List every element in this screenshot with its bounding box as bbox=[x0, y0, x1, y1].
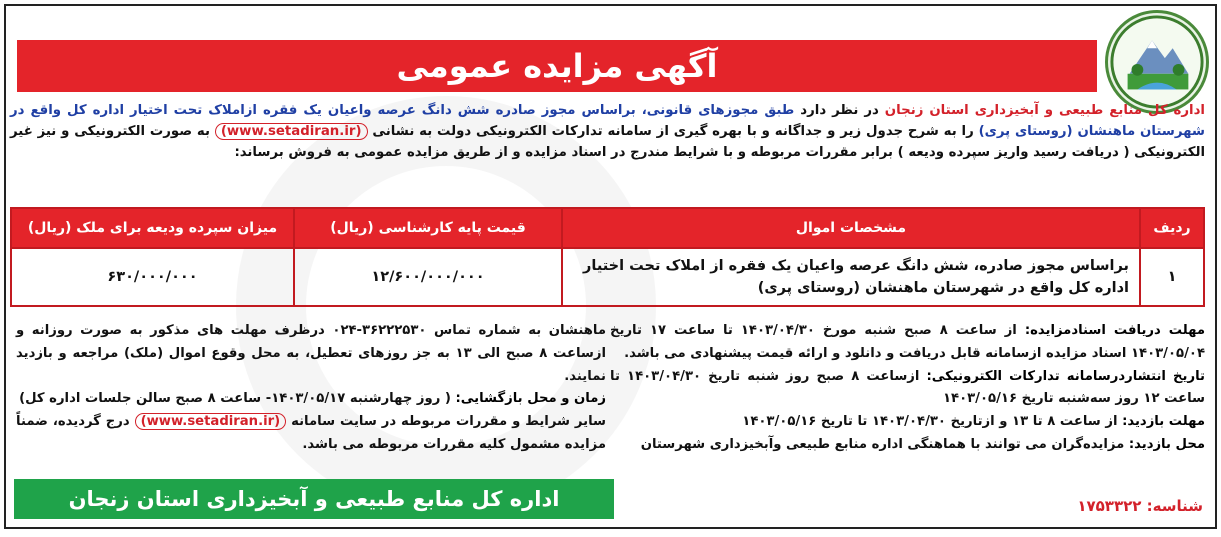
publish-date-text: ازساعت ۸ صبح روز شنبه تاریخ ۱۴۰۳/۰۴/۳۰ تا ساعت ۱۲ روز سه‌شنبه تاریخ ۱۴۰۳/۰۵/۱۶ bbox=[610, 368, 1205, 407]
docs-deadline-label: مهلت دریافت اسنادمزایده: bbox=[1024, 323, 1205, 338]
docs-deadline bbox=[610, 320, 1205, 366]
terms-website-link[interactable]: (www.setadiran.ir) bbox=[135, 413, 287, 430]
intro-text-1: در نظر دارد bbox=[794, 103, 885, 118]
intro-website-link[interactable]: (www.setadiran.ir) bbox=[215, 123, 368, 140]
terms-text-2: درج گردیده، ضمناً مزایده مشمول کلیه مقررات مربوطه می باشد. bbox=[16, 414, 606, 452]
header-deposit: میزان سپرده ودیعه برای ملک (ریال) bbox=[11, 208, 294, 248]
footer-banner bbox=[14, 479, 614, 519]
visit-deadline bbox=[610, 411, 1205, 434]
organization-logo bbox=[1105, 10, 1209, 114]
contact-paragraph: ماهنشان به شماره تماس ۳۶۲۲۲۵۳۰-۰۲۴ درظرف مهلت های مذکور به صورت روزانه و ازساعت ۸ صبح الی ۱۳ به جز روزهای تعطیل، به محل وقوع اموال (ملک) مراجعه و بازدید نمایند. bbox=[16, 323, 607, 384]
intro-organization: اداره کل منابع طبیعی و آبخیزداری استان زنجان bbox=[884, 103, 1205, 118]
ad-id: شناسه: ۱۷۵۳۳۲۲ bbox=[1077, 497, 1203, 515]
publish-date bbox=[610, 366, 1205, 412]
page-title: آگهی مزایده عمومی bbox=[396, 47, 718, 85]
row-base-price: ۱۲/۶۰۰/۰۰۰/۰۰۰ bbox=[294, 248, 562, 306]
auction-items-table bbox=[10, 207, 1205, 307]
row-description: براساس مجوز صادره، شش دانگ عرصه واعیان یک فقره از املاک تحت اختیار اداره کل واقع در شهرستان ماهنشان (روستای پری) bbox=[562, 248, 1140, 306]
terms-text-1: سایر شرایط و مقررات مربوطه در سایت سامانه bbox=[286, 414, 606, 430]
table-row bbox=[11, 248, 1204, 306]
header-index: ردیف bbox=[1140, 208, 1204, 248]
table-header-row bbox=[11, 208, 1204, 248]
visit-place bbox=[610, 434, 1205, 457]
intro-text-2: را به شرح جدول زیر و جداگانه و با بهره گیری از سامانه تدارکات الکترونیکی دولت به نشانی bbox=[367, 124, 979, 139]
intro-permit-text: طبق مجوزهای قانونی، براساس مجوز صادره شش دانگ عرصه واعیان یک فقره ازاملاک تحت اختیار اداره کل واقع در شهرستان ماهنشان (روستای پری) bbox=[10, 103, 1205, 139]
opening-info bbox=[16, 388, 606, 411]
details-left-column bbox=[16, 320, 606, 457]
visit-place-label: محل بازدید: bbox=[1128, 436, 1205, 452]
announcement-page bbox=[4, 4, 1217, 529]
title-banner bbox=[17, 40, 1097, 92]
intro-paragraph bbox=[10, 100, 1205, 163]
opening-text: ( روز چهارشنبه ۱۴۰۳/۰۵/۱۷- ساعت ۸ صبح سالن جلسات اداره کل) bbox=[19, 391, 456, 407]
visit-deadline-text: از ساعت ۸ تا ۱۳ و ازتاریخ ۱۴۰۳/۰۴/۳۰ تا تاریخ ۱۴۰۳/۰۵/۱۶ bbox=[742, 414, 1123, 430]
intro-text-3: به صورت الکترونیکی و نیز غیر الکترونیکی ( دریافت رسید واریز سپرده ودیعه ) برابر مقررات مربوطه و با شرایط مندرج در اسناد مزایده و از طریق مزایده عمومی به فروش برساند: bbox=[10, 124, 1205, 160]
row-index: ۱ bbox=[1140, 248, 1204, 306]
header-base-price: قیمت پایه کارشناسی (ریال) bbox=[294, 208, 562, 248]
docs-deadline-text: از ساعت ۸ صبح شنبه مورخ ۱۴۰۳/۰۴/۳۰ تا ساعت ۱۷ تاریخ ۱۴۰۳/۰۵/۰۴ اسناد مزایده ازسامانه قابل دریافت و دانلود و ارائه قیمت پیشنهادی می باشد. bbox=[610, 323, 1205, 361]
header-description: مشخصات اموال bbox=[562, 208, 1140, 248]
terms-paragraph bbox=[16, 411, 606, 457]
visit-deadline-label: مهلت بازدید: bbox=[1122, 414, 1205, 430]
details-right-column bbox=[610, 320, 1205, 457]
footer-organization: اداره کل منابع طبیعی و آبخیزداری استان زنجان bbox=[68, 487, 560, 511]
opening-label: زمان و محل بازگشایی: bbox=[455, 391, 606, 407]
visit-place-text: مزایده‌گران می توانند با هماهنگی اداره منابع طبیعی وآبخیزداری شهرستان bbox=[640, 436, 1129, 452]
publish-date-label: تاریخ انتشاردرسامانه تدارکات الکترونیکی: bbox=[926, 368, 1206, 384]
row-deposit: ۶۳۰/۰۰۰/۰۰۰ bbox=[11, 248, 294, 306]
